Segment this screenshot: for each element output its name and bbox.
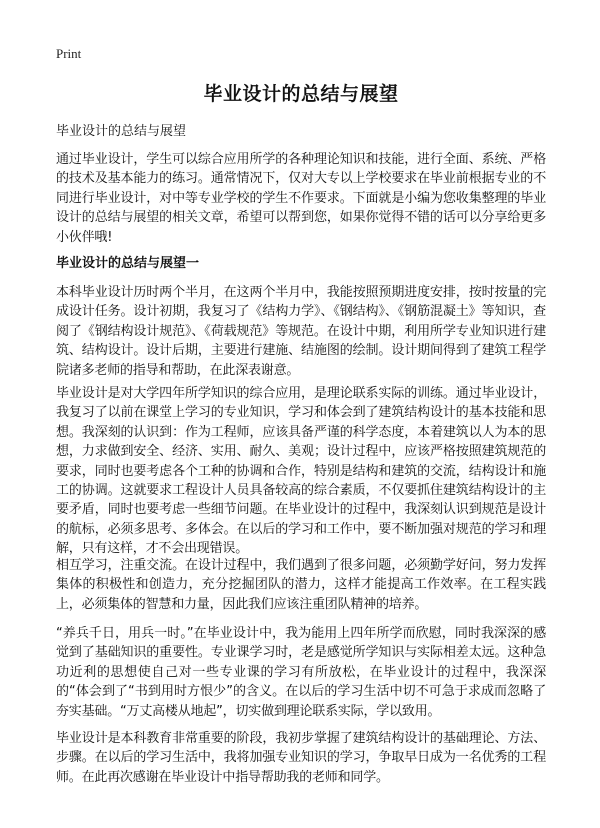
body-paragraph-1: 本科毕业设计历时两个半月，在这两个半月中，我能按照预期进度安排，按时按量的完成设计任务。设计初期，我复习了《结构力学》、《钢结构》、《钢筋混凝土》等知识，查阅了《钢结构设计规范》、《荷载规范》等规范。在设计中期，利用所学专业知识进行建筑、结构设计。设计后期，主要进行建施、结施图的绘制。设计期间得到了建筑工程学院诸多老师的指导和帮助，在此深表谢意。 <box>56 285 546 378</box>
print-link[interactable]: Print <box>56 46 82 61</box>
intro-paragraph: 通过毕业设计，学生可以综合应用所学的各种理论知识和技能，进行全面、系统、严格的技术及基本能力的练习。通常情况下，仅对大专以上学校要求在毕业前根据专业的不同进行毕业设计，对中等专业学校的学生不作要求。下面就是小编为您收集整理的毕业设计的总结与展望的相关文章，希望可以帮到您，如果你觉得不错的话可以分享给更多小伙伴哦! <box>56 152 546 245</box>
body-paragraph-4: “养兵千日，用兵一时。”在毕业设计中，我为能用上四年所学而欣慰，同时我深深的感觉到了基础知识的重要性。专业课学习时，老是感觉所学知识与实际相差太远。这种急功近利的思想使自己对一些专业课的学习有所放松，在毕业设计的过程中，我深深的“体会到了“书到用时方恨少”的含义。在以后的学习生活中切不可急于求成而忽略了夯实基础。“万丈高楼从地起”，切实做到理论联系实际，学以致用。 <box>56 626 546 719</box>
body-paragraph-5: 毕业设计是本科教育非常重要的阶段，我初步掌握了建筑结构设计的基础理论、方法、步骤。在以后的学习生活中，我将加强专业知识的学习，争取早日成为一名优秀的工程师。在此再次感谢在毕业设计中指导帮助我的老师和同学。 <box>56 731 546 785</box>
document-title: 毕业设计的总结与展望 <box>203 83 399 105</box>
document-subtitle: 毕业设计的总结与展望 <box>56 124 187 139</box>
section-heading: 毕业设计的总结与展望一 <box>56 256 200 271</box>
body-paragraph-3: 相互学习，注重交流。在设计过程中，我们遇到了很多问题，必须勤学好问，努力发挥集体的积极性和创造力，充分挖掘团队的潜力，这样才能提高工作效率。在工程实践上，必须集体的智慧和力量，因此我们应该注重团队精神的培养。 <box>56 558 546 612</box>
body-paragraph-2: 毕业设计是对大学四年所学知识的综合应用，是理论联系实际的训练。通过毕业设计，我复习了以前在课堂上学习的专业知识，学习和体会到了建筑结构设计的基本技能和思想。我深刻的认识到：作为工程师，应该具备严谨的科学态度，本着建筑以人为本的思想，力求做到安全、经济、实用、耐久、美观；设计过程中，应该严格按照建筑规范的要求，同时也要考虑各个工种的协调和合作，特别是结构和建筑的交流，结构设计和施工的协调。这就要求工程设计人员具备较高的综合素质，不仅要抓住建筑结构设计的主要矛盾，同时也要考虑一些细节问题。在毕业设计的过程中，我深刻认识到规范是设计的航标，必须多思考、多体会。在以后的学习和工作中，要不断加强对规范的学习和理解，只有这样，才不会出现错误。 <box>56 386 546 557</box>
